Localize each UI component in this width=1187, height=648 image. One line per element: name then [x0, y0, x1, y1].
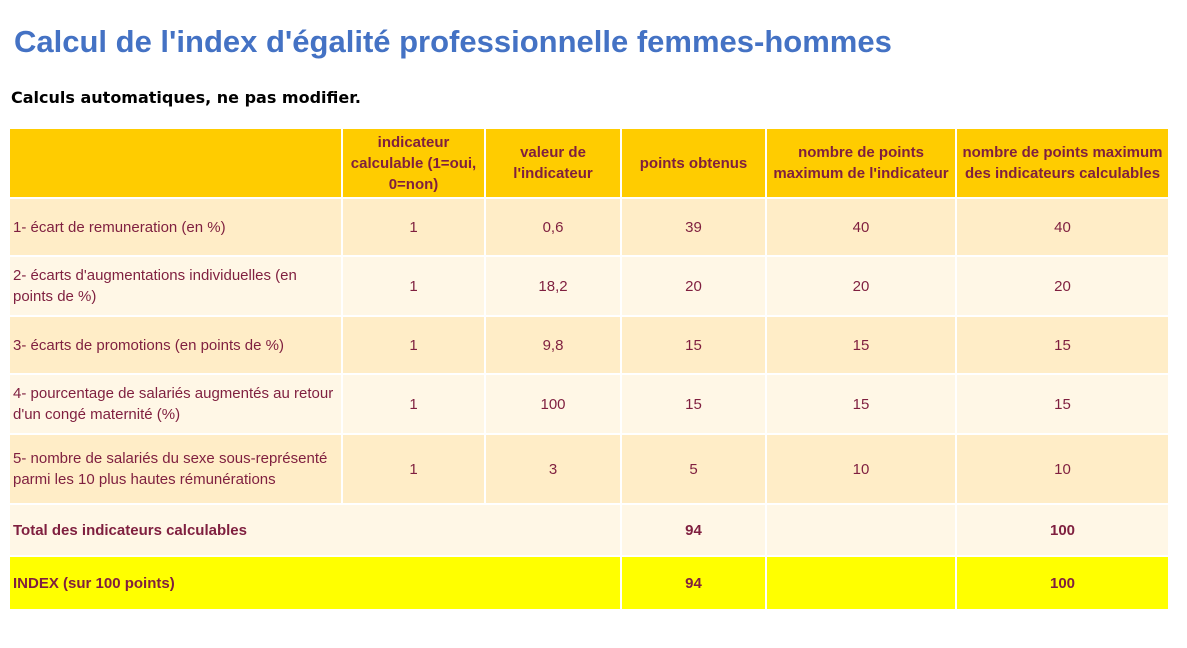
- cell-valeur: 0,6: [485, 198, 621, 256]
- cell-valeur: 3: [485, 434, 621, 504]
- header-cell-max-calculables: nombre de points maximum des indicateurs calculables: [956, 128, 1169, 198]
- cell-max-indicateur: 15: [766, 316, 956, 374]
- row-label: 5- nombre de salariés du sexe sous-représenté parmi les 10 plus hautes rémunérations: [9, 434, 342, 504]
- index-empty-cell: [766, 556, 956, 610]
- cell-max-indicateur: 10: [766, 434, 956, 504]
- page-subtitle: Calculs automatiques, ne pas modifier.: [11, 88, 361, 107]
- header-cell-points: points obtenus: [621, 128, 766, 198]
- cell-points: 15: [621, 374, 766, 434]
- cell-points: 15: [621, 316, 766, 374]
- cell-calculable: 1: [342, 256, 485, 316]
- table-row: [9, 256, 1169, 316]
- header-cell-label: [9, 128, 342, 198]
- cell-max-calculables: 15: [956, 316, 1169, 374]
- header-cell-valeur: valeur de l'indicateur: [485, 128, 621, 198]
- index-row: [9, 556, 1169, 610]
- cell-max-indicateur: 20: [766, 256, 956, 316]
- cell-max-indicateur: 40: [766, 198, 956, 256]
- index-table: [8, 127, 1170, 611]
- cell-max-indicateur: 15: [766, 374, 956, 434]
- index-max-calculables: 100: [956, 556, 1169, 610]
- cell-max-calculables: 10: [956, 434, 1169, 504]
- cell-points: 5: [621, 434, 766, 504]
- row-label: 1- écart de remuneration (en %): [9, 198, 342, 256]
- header-cell-max-indicateur: nombre de points maximum de l'indicateur: [766, 128, 956, 198]
- table-row: [9, 316, 1169, 374]
- total-empty-cell: [766, 504, 956, 556]
- row-label: 4- pourcentage de salariés augmentés au retour d'un congé maternité (%): [9, 374, 342, 434]
- total-points: 94: [621, 504, 766, 556]
- row-label: 3- écarts de promotions (en points de %): [9, 316, 342, 374]
- cell-max-calculables: 15: [956, 374, 1169, 434]
- cell-points: 39: [621, 198, 766, 256]
- cell-valeur: 9,8: [485, 316, 621, 374]
- total-label: Total des indicateurs calculables: [9, 504, 621, 556]
- cell-points: 20: [621, 256, 766, 316]
- table-row: [9, 198, 1169, 256]
- cell-calculable: 1: [342, 198, 485, 256]
- cell-max-calculables: 20: [956, 256, 1169, 316]
- cell-calculable: 1: [342, 434, 485, 504]
- row-label: 2- écarts d'augmentations individuelles (en points de %): [9, 256, 342, 316]
- cell-max-calculables: 40: [956, 198, 1169, 256]
- cell-calculable: 1: [342, 316, 485, 374]
- table-row: [9, 434, 1169, 504]
- page-title: Calcul de l'index d'égalité professionnelle femmes-hommes: [14, 24, 892, 59]
- table-row: [9, 374, 1169, 434]
- total-max-calculables: 100: [956, 504, 1169, 556]
- cell-valeur: 100: [485, 374, 621, 434]
- index-points: 94: [621, 556, 766, 610]
- table-header-row: [9, 128, 1169, 198]
- cell-calculable: 1: [342, 374, 485, 434]
- total-row: [9, 504, 1169, 556]
- index-label: INDEX (sur 100 points): [9, 556, 621, 610]
- cell-valeur: 18,2: [485, 256, 621, 316]
- header-cell-calculable: indicateur calculable (1=oui, 0=non): [342, 128, 485, 198]
